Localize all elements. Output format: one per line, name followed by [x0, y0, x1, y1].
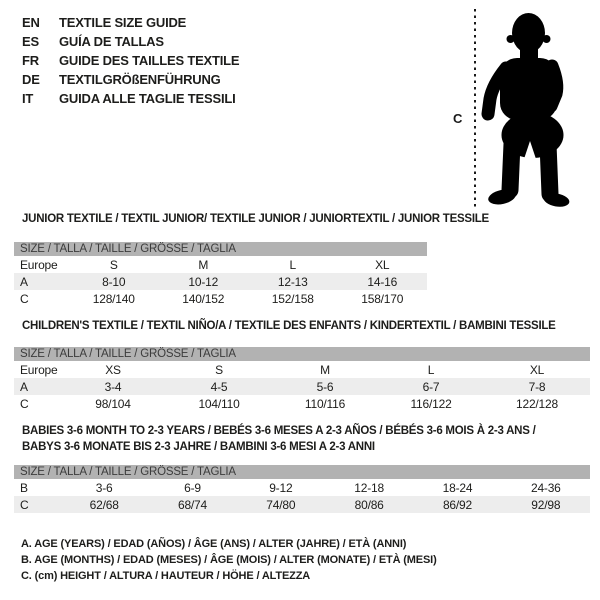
table-row — [14, 361, 590, 378]
size-cell: L — [289, 257, 296, 272]
footnote: B. AGE (MONTHS) / EDAD (MESES) / ÂGE (MOIS) / ALTER (MONATE) / ETÀ (MESI) — [21, 554, 437, 566]
table-row — [14, 273, 427, 290]
size-header: SIZE / TALLA / TAILLE / GRÖSSE / TAGLIA — [14, 242, 427, 256]
size-table-grid — [14, 242, 427, 307]
size-cell: 3-4 — [104, 379, 122, 394]
legend-label: GUIDE DES TAILLES TEXTILE — [59, 53, 240, 68]
table-row — [14, 256, 427, 273]
language-code: FR — [22, 53, 39, 68]
size-cell: 140/152 — [182, 291, 225, 306]
size-cell: 3-6 — [95, 480, 113, 495]
size-cell: 8-10 — [102, 274, 126, 289]
table-row — [14, 378, 590, 395]
row-label: C — [20, 396, 29, 411]
legend-item — [22, 89, 239, 108]
row-label: C — [20, 497, 29, 512]
size-cell: 74/80 — [266, 497, 296, 512]
size-cell: L — [427, 362, 435, 377]
language-legend — [22, 13, 239, 108]
language-code: ES — [22, 34, 39, 49]
legend-label: GUÍA DE TALLAS — [59, 34, 164, 49]
size-cell: 6-7 — [422, 379, 440, 394]
table-title-line: CHILDREN'S TEXTILE / TEXTIL NIÑO/A / TEXTILE DES ENFANTS / KINDERTEXTIL / BAMBINI TESSILE — [22, 320, 556, 332]
size-cell: S — [215, 362, 223, 377]
height-label: C — [453, 111, 463, 126]
size-cell: 128/140 — [92, 291, 135, 306]
table-row — [14, 395, 590, 412]
table-title — [14, 212, 489, 227]
size-cell: 4-5 — [210, 379, 228, 394]
legend-item — [22, 32, 239, 51]
size-cell: M — [320, 362, 330, 377]
legend-item — [22, 70, 239, 89]
size-table-grid — [14, 347, 590, 412]
legend-label: TEXTILE SIZE GUIDE — [59, 15, 187, 30]
footnote: A. AGE (YEARS) / EDAD (AÑOS) / ÂGE (ANS) / ALTER (JAHRE) / ETÀ (ANNI) — [21, 538, 407, 550]
size-cell: 6-9 — [184, 480, 201, 495]
footnote: C. (cm) HEIGHT / ALTURA / HAUTEUR / HÖHE / ALTEZZA — [21, 570, 311, 582]
row-label: A — [20, 379, 28, 394]
size-cell: 92/98 — [531, 497, 561, 512]
size-cell: 86/92 — [442, 497, 472, 512]
size-cell: 62/68 — [89, 497, 119, 512]
size-cell: 7-8 — [528, 379, 546, 394]
legend-item — [22, 13, 239, 32]
size-cell: 10-12 — [188, 274, 219, 289]
table-title-line: BABIES 3-6 MONTH TO 2-3 YEARS / BEBÉS 3-6 MESES A 2-3 AÑOS / BÉBÉS 3-6 MOIS À 2-3 ANS / — [22, 425, 536, 437]
table-row — [14, 479, 590, 496]
table-title-line: BABYS 3-6 MONATE BIS 2-3 JAHRE / BAMBINI 3-6 MESI A 2-3 ANNI — [22, 441, 375, 453]
legend-item — [22, 51, 239, 70]
size-cell: XS — [105, 362, 121, 377]
table-title — [14, 319, 590, 334]
table-row — [14, 496, 590, 513]
size-cell: 152/158 — [271, 291, 314, 306]
size-cell: S — [109, 257, 118, 272]
size-cell: 80/86 — [354, 497, 384, 512]
size-cell: M — [198, 257, 209, 272]
junior-textile-table — [14, 212, 489, 307]
size-cell: XL — [375, 257, 390, 272]
size-cell: 110/116 — [304, 396, 346, 411]
language-code: DE — [22, 72, 40, 87]
size-header: SIZE / TALLA / TAILLE / GRÖSSE / TAGLIA — [14, 465, 590, 479]
size-table-grid — [14, 465, 590, 513]
size-cell: 12-18 — [354, 480, 384, 495]
footnotes — [21, 536, 437, 584]
baby-height-figure — [440, 4, 590, 214]
size-cell: 116/122 — [410, 396, 452, 411]
size-cell: 68/74 — [177, 497, 207, 512]
row-label: B — [20, 480, 28, 495]
baby-silhouette-icon — [487, 13, 571, 209]
legend-label: TEXTILGRÖßENFÜHRUNG — [59, 72, 221, 87]
size-cell: XL — [529, 362, 545, 377]
row-label: Europe — [20, 257, 58, 272]
size-cell: 24-36 — [530, 480, 561, 495]
size-header: SIZE / TALLA / TAILLE / GRÖSSE / TAGLIA — [14, 347, 590, 361]
babies-textile-table — [14, 423, 590, 513]
language-code: EN — [22, 15, 40, 30]
legend-label: GUIDA ALLE TAGLIE TESSILI — [59, 91, 236, 106]
size-cell: 18-24 — [442, 480, 473, 495]
size-cell: 158/170 — [361, 291, 404, 306]
table-title — [14, 423, 590, 455]
row-label: C — [20, 291, 29, 306]
size-cell: 98/104 — [95, 396, 131, 411]
children-textile-table — [14, 319, 590, 412]
size-cell: 122/128 — [516, 396, 558, 411]
language-code: IT — [22, 91, 34, 106]
size-cell: 5-6 — [316, 379, 334, 394]
row-label: Europe — [20, 362, 58, 377]
row-label: A — [20, 274, 28, 289]
size-cell: 14-16 — [367, 274, 398, 289]
table-title-line: JUNIOR TEXTILE / TEXTIL JUNIOR/ TEXTILE JUNIOR / JUNIORTEXTIL / JUNIOR TESSILE — [22, 213, 489, 225]
size-cell: 104/110 — [198, 396, 240, 411]
size-cell: 12-13 — [277, 274, 308, 289]
table-row — [14, 290, 427, 307]
size-cell: 9-12 — [269, 480, 293, 495]
